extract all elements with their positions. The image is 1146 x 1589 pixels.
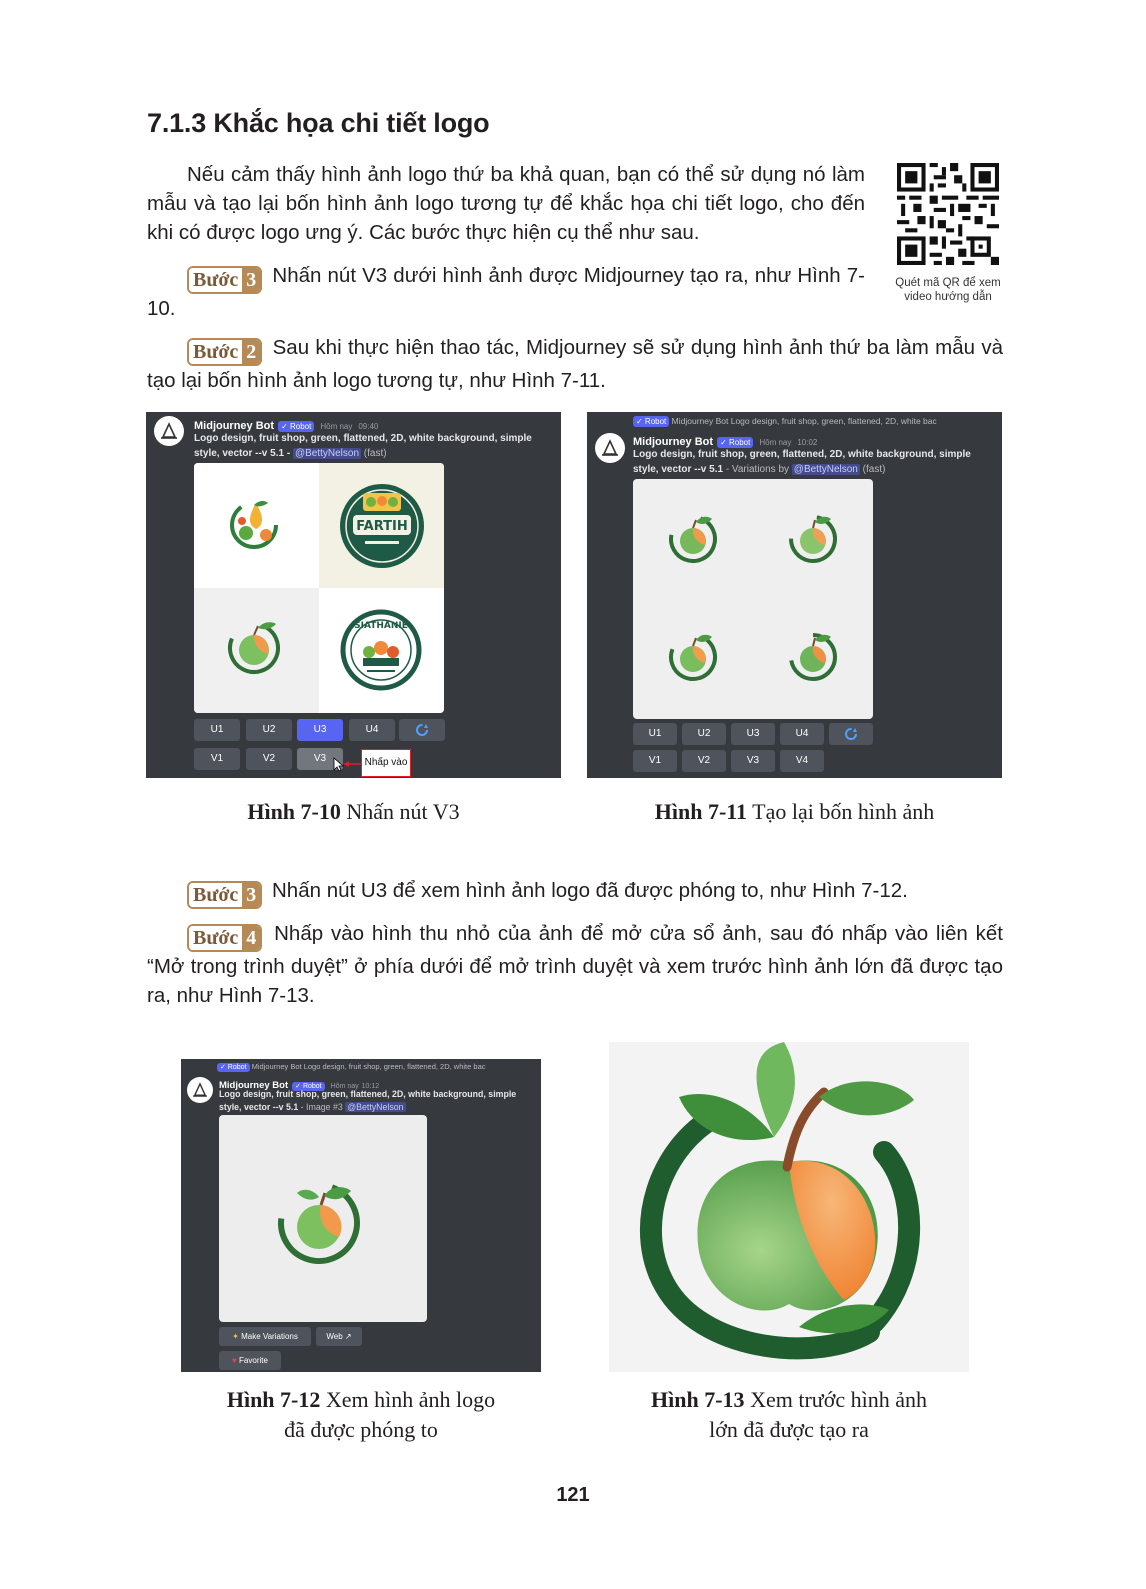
variations-grid[interactable] bbox=[633, 479, 873, 719]
prompt-text: Logo design, fruit shop, green, flattened, 2D, white background, simple style, vector --v 5.1 - @BettyNelson (fast) bbox=[194, 433, 532, 459]
refresh-icon bbox=[829, 723, 873, 745]
timestamp: 09:40 bbox=[358, 422, 379, 431]
u1-button[interactable]: U1 bbox=[194, 719, 240, 741]
reroll-button[interactable] bbox=[829, 723, 873, 745]
bot-avatar[interactable] bbox=[187, 1077, 213, 1103]
image-grid[interactable] bbox=[194, 463, 444, 713]
qr-code-icon[interactable] bbox=[897, 163, 999, 265]
step-badge: Bước 3 bbox=[187, 881, 262, 909]
v4-button[interactable]: V4 bbox=[780, 750, 824, 772]
page-number: 121 bbox=[556, 1484, 590, 1506]
apple-logo-large-icon bbox=[609, 1042, 969, 1372]
v1-button[interactable]: V1 bbox=[194, 748, 240, 770]
step-3 bbox=[147, 876, 1003, 909]
user-mention[interactable]: @BettyNelson bbox=[347, 1102, 404, 1112]
discord-panel-fig-7-11 bbox=[587, 412, 1002, 778]
apple-variation-1 bbox=[665, 511, 721, 567]
bot-name[interactable]: Midjourney Bot bbox=[219, 1080, 289, 1091]
bot-name[interactable]: Midjourney Bot bbox=[633, 436, 714, 448]
grid-image-2[interactable] bbox=[319, 463, 444, 588]
step-badge: Bước 4 bbox=[187, 924, 262, 952]
robot-badge: ✓ Robot bbox=[292, 1082, 325, 1091]
step-1 bbox=[147, 261, 865, 323]
robot-badge: ✓ Robot bbox=[278, 421, 314, 432]
grid-image-1[interactable] bbox=[194, 463, 319, 588]
apple-variation-4 bbox=[791, 635, 835, 679]
u3-button[interactable]: U3 bbox=[731, 723, 775, 745]
bot-avatar[interactable] bbox=[595, 433, 625, 463]
today-label: Hôm nay bbox=[330, 1083, 359, 1090]
large-preview-image[interactable] bbox=[609, 1042, 969, 1372]
step-2 bbox=[147, 333, 1003, 395]
step-text: Nhấn nút V3 dưới hình ảnh được Midjourney tạo ra, như Hình 7-10. bbox=[147, 264, 865, 320]
step-badge: Bước 3 bbox=[187, 266, 262, 294]
apple-logo-icon bbox=[194, 588, 319, 713]
user-mention[interactable]: @BettyNelson bbox=[294, 448, 360, 459]
section-heading: 7.1.3 Khắc họa chi tiết logo bbox=[147, 108, 490, 138]
caption-fig-7-11: Hình 7-11 Tạo lại bốn hình ảnh bbox=[654, 799, 935, 824]
qr-caption: Quét mã QR để xem video hướng dẫn bbox=[895, 277, 1001, 303]
robot-badge: ✓ Robot bbox=[717, 437, 753, 448]
refresh-icon bbox=[399, 719, 445, 741]
intro-paragraph: Nếu cảm thấy hình ảnh logo thứ ba khả quan, bạn có thể sử dụng nó làm mẫu và tạo lại bốn hình ảnh logo tương tự để khắc họa chi tiết logo, cho đến khi có được logo ưng ý. Các bước thực hiện cụ thể như sau. bbox=[147, 163, 865, 244]
u2-button[interactable]: U2 bbox=[246, 719, 292, 741]
v2-button[interactable]: V2 bbox=[246, 748, 292, 770]
cursor-arrow-icon bbox=[332, 757, 362, 773]
caption-fig-7-10: Hình 7-10 Nhấn nút V3 bbox=[247, 799, 460, 824]
apple-variation-2 bbox=[788, 514, 839, 565]
timestamp: 10:12 bbox=[361, 1083, 380, 1090]
u1-button[interactable]: U1 bbox=[633, 723, 677, 745]
seal-logo-text: SIATHANIE bbox=[354, 621, 408, 631]
discord-panel-fig-7-10 bbox=[146, 412, 561, 778]
u4-button[interactable]: U4 bbox=[349, 719, 395, 741]
today-label: Hôm nay bbox=[759, 438, 792, 447]
v3-button[interactable]: V3 bbox=[731, 750, 775, 772]
external-link-icon: ↗ bbox=[344, 1332, 352, 1341]
bot-name[interactable]: Midjourney Bot bbox=[194, 420, 275, 432]
web-button[interactable]: Web ↗ bbox=[316, 1327, 362, 1346]
v1-button[interactable]: V1 bbox=[633, 750, 677, 772]
seal-logo-icon bbox=[319, 588, 444, 713]
fruit-logo-icon bbox=[194, 463, 319, 588]
step-4 bbox=[147, 919, 1003, 1010]
heart-icon: ♥ bbox=[232, 1356, 237, 1365]
step-text: Nhấp vào hình thu nhỏ của ảnh để mở cửa sổ ảnh, sau đó nhấp vào liên kết “Mở trong trình duyệt” ở phía dưới để mở trình duyệt và xem trước hình ảnh lớn đã được tạo ra, như Hình 7-13. bbox=[147, 922, 1003, 1007]
timestamp: 10:02 bbox=[797, 438, 818, 447]
badge-logo-icon bbox=[319, 463, 444, 588]
upscaled-image[interactable] bbox=[219, 1115, 427, 1322]
apple-logo-icon bbox=[219, 1115, 427, 1322]
grid-image-4[interactable] bbox=[319, 588, 444, 713]
reply-preview: ✓ Robot Midjourney Bot Logo design, fruit shop, green, flattened, 2D, white bac bbox=[633, 416, 937, 426]
bot-avatar[interactable] bbox=[154, 416, 184, 446]
step-text: Nhấn nút U3 để xem hình ảnh logo đã được phóng to, như Hình 7-12. bbox=[272, 879, 908, 902]
favorite-button[interactable]: ♥ Favorite bbox=[219, 1351, 281, 1370]
today-label: Hôm nay bbox=[320, 422, 353, 431]
reply-preview: ✓ Robot Midjourney Bot Logo design, fruit shop, green, flattened, 2D, white bac bbox=[217, 1062, 486, 1071]
prompt-text: Logo design, fruit shop, green, flattened, 2D, white background, simple style, vector --v 5.1 - Variations by @BettyNelson (fast) bbox=[633, 449, 971, 475]
reroll-button[interactable] bbox=[399, 719, 445, 741]
badge-logo-text: FARTIH bbox=[356, 519, 408, 534]
prompt-text: Logo design, fruit shop, green, flattened, 2D, white background, simple style, vector --v 5.1 - Image #3 @BettyNelson bbox=[219, 1089, 517, 1112]
magic-wand-icon: ✦ bbox=[232, 1332, 239, 1341]
v2-button[interactable]: V2 bbox=[682, 750, 726, 772]
discord-panel-fig-7-12 bbox=[181, 1059, 541, 1372]
u4-button[interactable]: U4 bbox=[780, 723, 824, 745]
click-annotation: Nhấp vào bbox=[361, 749, 411, 777]
caption-fig-7-12: Hình 7-12 Xem hình ảnh logo đã được phóng to bbox=[226, 1387, 496, 1442]
make-variations-button[interactable]: ✦ Make Variations bbox=[219, 1327, 311, 1346]
v3-button[interactable]: V3 bbox=[297, 748, 343, 770]
u3-button[interactable]: U3 bbox=[297, 719, 343, 741]
apple-variation-3 bbox=[663, 627, 723, 687]
step-text: Sau khi thực hiện thao tác, Midjourney sẽ sử dụng hình ảnh thứ ba làm mẫu và tạo lại bốn hình ảnh logo tương tự, như Hình 7-11. bbox=[147, 336, 1003, 392]
user-mention[interactable]: @BettyNelson bbox=[793, 464, 858, 475]
caption-fig-7-13: Hình 7-13 Xem trước hình ảnh lớn đã được tạo ra bbox=[651, 1387, 927, 1442]
step-badge: Bước 2 bbox=[187, 338, 262, 366]
u2-button[interactable]: U2 bbox=[682, 723, 726, 745]
grid-image-3[interactable] bbox=[194, 588, 319, 713]
apple-variations-image bbox=[633, 479, 873, 719]
